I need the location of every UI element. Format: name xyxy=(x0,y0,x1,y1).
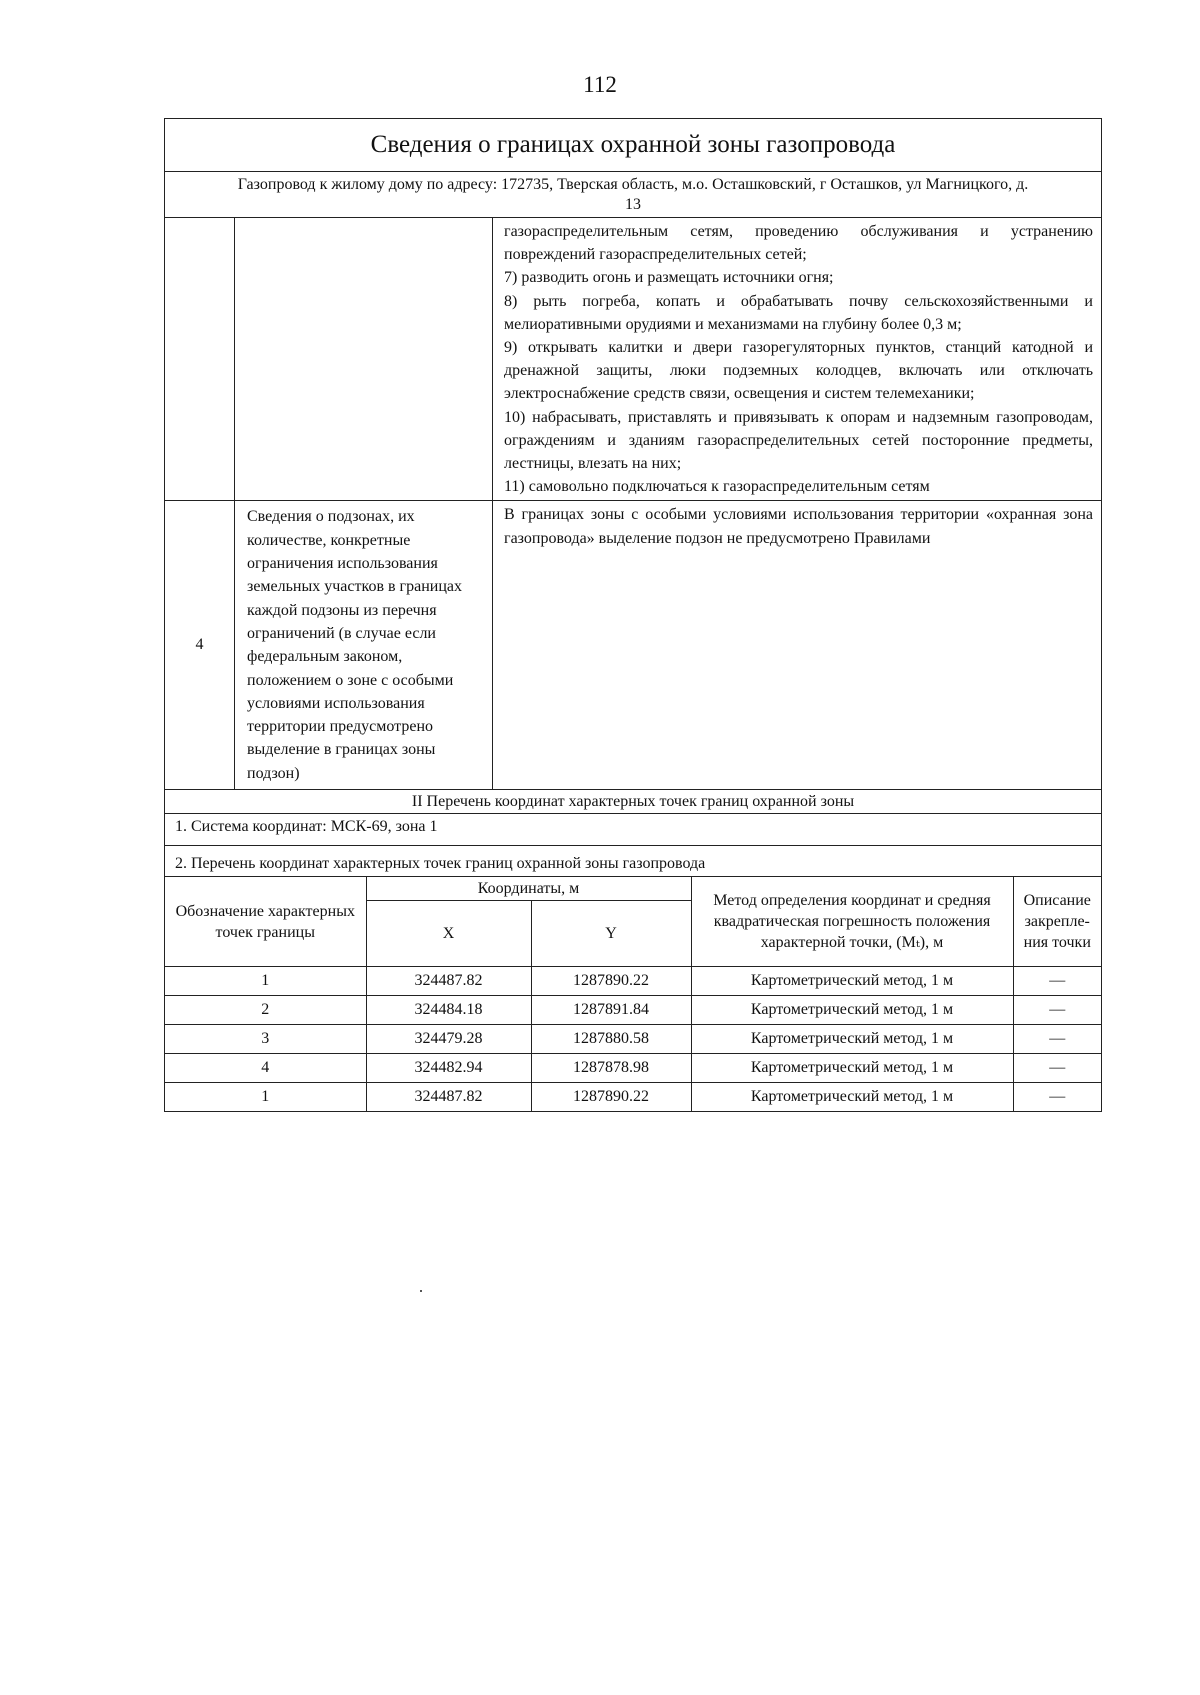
subzones-row xyxy=(165,501,1101,790)
table-row xyxy=(165,1025,1101,1054)
description-value: — xyxy=(1013,996,1101,1025)
y-value: 1287890.22 xyxy=(531,967,691,996)
x-value: 324482.94 xyxy=(366,1054,531,1083)
point-number: 2 xyxy=(165,996,366,1025)
y-value: 1287891.84 xyxy=(531,996,691,1025)
x-value: 324479.28 xyxy=(366,1025,531,1054)
header-method: Метод определения координат и средняя квадратическая погрешность положения характерной точки, (Mₜ), м xyxy=(691,877,1013,967)
section-heading: II Перечень координат характерных точек границ охранной зоны xyxy=(165,790,1101,814)
row-number-cell xyxy=(165,218,235,500)
restriction-paragraph: 10) набрасывать, приставлять и привязывать к опорам и надземным газопроводам, ограждениям и зданиям газораспределительных сетей посторонние предметы, лестницы, влезать на них; xyxy=(504,408,1093,473)
table-row xyxy=(165,1054,1101,1083)
document-title: Сведения о границах охранной зоны газопровода xyxy=(165,119,1101,172)
restriction-paragraph: 8) рыть погреба, копать и обрабатывать почву сельскохозяйственными и мелиоративными орудиями и механизмами на глубину более 0,3 м; xyxy=(504,292,1093,333)
scan-speck xyxy=(420,1290,422,1292)
table-row xyxy=(165,1083,1101,1112)
table-row xyxy=(165,996,1101,1025)
page-number: 112 xyxy=(583,72,617,97)
coordinates-table xyxy=(165,877,1101,1111)
subzones-text: В границах зоны с особыми условиями использования территории «охранная зона газопровода» выделение подзон не предусмотрено Правилами xyxy=(504,506,1093,547)
header-y: Y xyxy=(531,901,691,967)
x-value: 324484.18 xyxy=(366,996,531,1025)
y-value: 1287890.22 xyxy=(531,1083,691,1112)
header-description: Описание закрепле-ния точки xyxy=(1013,877,1101,967)
description-value: — xyxy=(1013,1025,1101,1054)
y-value: 1287878.98 xyxy=(531,1054,691,1083)
restriction-paragraph: 11) самовольно подключаться к газораспределительным сетям xyxy=(504,478,930,496)
method-value: Картометрический метод, 1 м xyxy=(691,1083,1013,1112)
method-value: Картометрический метод, 1 м xyxy=(691,1025,1013,1054)
header-point: Обозначение характерных точек границы xyxy=(165,877,366,967)
method-value: Картометрический метод, 1 м xyxy=(691,1054,1013,1083)
point-number: 4 xyxy=(165,1054,366,1083)
row-label-cell xyxy=(235,218,493,500)
method-value: Картометрический метод, 1 м xyxy=(691,967,1013,996)
point-number: 1 xyxy=(165,1083,366,1112)
description-value: — xyxy=(1013,1054,1101,1083)
restriction-paragraph: 7) разводить огонь и размещать источники огня; xyxy=(504,269,834,287)
restrictions-continuation-row xyxy=(165,218,1101,501)
x-value: 324487.82 xyxy=(366,1083,531,1112)
description-value: — xyxy=(1013,1083,1101,1112)
restrictions-text xyxy=(493,218,1101,500)
point-number: 1 xyxy=(165,967,366,996)
object-address: Газопровод к жилому дому по адресу: 172735, Тверская область, м.о. Осташковский, г Осташков, ул Магницкого, д. 13 xyxy=(165,172,1101,218)
coordinate-system: 1. Система координат: МСК-69, зона 1 xyxy=(165,814,1101,846)
header-x: X xyxy=(366,901,531,967)
method-value: Картометрический метод, 1 м xyxy=(691,996,1013,1025)
description-value: — xyxy=(1013,967,1101,996)
y-value: 1287880.58 xyxy=(531,1025,691,1054)
restriction-paragraph: газораспределительным сетям, проведению обслуживания и устранению повреждений газораспределительных сетей; xyxy=(504,223,1093,264)
subzones-label: Сведения о подзонах, их количестве, конкретные ограничения использования земельных участков в границах каждой подзоны из перечня ограничений (в случае если федеральным законом, положением о зоне с особыми условиями использования территории предусмотрено выделение в границах зоны подзон) xyxy=(235,501,493,789)
row-number: 4 xyxy=(165,501,235,789)
point-number: 3 xyxy=(165,1025,366,1054)
header-coordinates: Координаты, м xyxy=(366,877,691,901)
boundary-info-sheet xyxy=(164,118,1102,1112)
restriction-paragraph: 9) открывать калитки и двери газорегуляторных пунктов, станций катодной и дренажной защиты, люки подземных колодцев, включать или отключать электроснабжение средств связи, освещения и систем телемеханики; xyxy=(504,339,1093,403)
coordinates-list-title: 2. Перечень координат характерных точек границ охранной зоны газопровода xyxy=(165,846,1101,877)
x-value: 324487.82 xyxy=(366,967,531,996)
table-row xyxy=(165,967,1101,996)
